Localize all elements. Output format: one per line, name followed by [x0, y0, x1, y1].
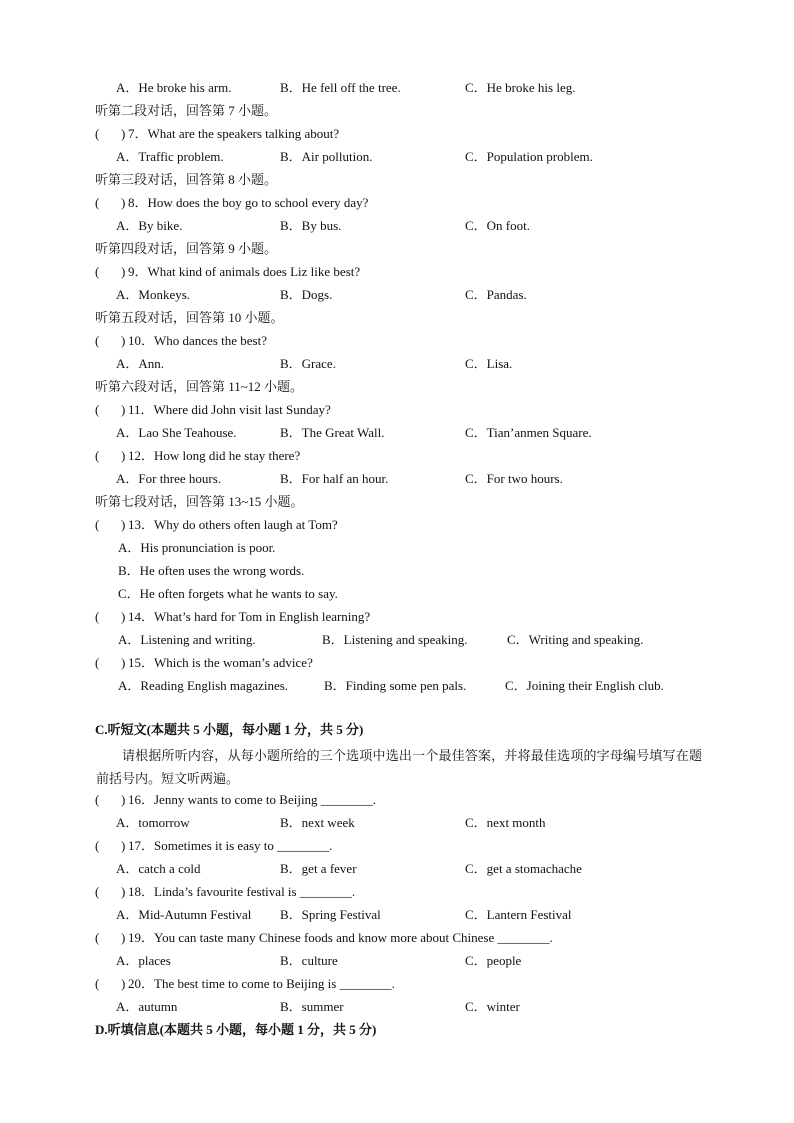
options-row — [0, 906, 794, 924]
option-c: C．On foot. — [465, 218, 531, 233]
option-b: B．Dogs. — [280, 287, 333, 302]
question-text: 11．Where did John visit last Sunday? — [128, 402, 331, 417]
bracket-close: ) — [121, 609, 126, 624]
option-c: C．next month — [465, 815, 546, 830]
bracket-open: ( — [95, 930, 100, 945]
option-c: C．Tian’anmen Square. — [465, 425, 592, 440]
option-text: B．He often uses the wrong words. — [118, 563, 305, 578]
option-a: A．places — [116, 953, 171, 968]
option-text: A．His pronunciation is poor. — [118, 540, 276, 555]
bracket-open: ( — [95, 402, 100, 417]
option-c: C．For two hours. — [465, 471, 563, 486]
bracket-close: ) — [121, 195, 126, 210]
question-text: 9．What kind of animals does Liz like best? — [128, 264, 361, 279]
question — [0, 883, 794, 901]
option-c: C．winter — [465, 999, 520, 1014]
question-text: 12．How long did he stay there? — [128, 448, 301, 463]
options-row — [0, 952, 794, 970]
option-c: C．Joining their English club. — [505, 678, 664, 693]
options-row — [0, 79, 794, 97]
bracket-close: ) — [121, 448, 126, 463]
option-c: C．people — [465, 953, 522, 968]
bracket-open: ( — [95, 976, 100, 991]
bracket-close: ) — [121, 333, 126, 348]
question-text: 20．The best time to come to Beijing is ________. — [128, 976, 395, 991]
question — [0, 608, 794, 626]
option-a: A．Monkeys. — [116, 287, 191, 302]
option-b: B．summer — [280, 999, 344, 1014]
option-b: B．Finding some pen pals. — [324, 678, 467, 693]
option-b: B．Spring Festival — [280, 907, 381, 922]
section-instruction — [0, 102, 794, 120]
option-c: C．He broke his leg. — [465, 80, 576, 95]
option-b: B．Grace. — [280, 356, 336, 371]
bracket-open: ( — [95, 609, 100, 624]
option-a: A．He broke his arm. — [116, 80, 232, 95]
bracket-open: ( — [95, 655, 100, 670]
options-row — [0, 355, 794, 373]
option-a: A．By bike. — [116, 218, 183, 233]
option-b: B．For half an hour. — [280, 471, 389, 486]
option-a: A．Listening and writing. — [118, 632, 256, 647]
bracket-close: ) — [121, 517, 126, 532]
question-text: 19．You can taste many Chinese foods and know more about Chinese ________. — [128, 930, 553, 945]
section-instruction — [0, 171, 794, 189]
section-heading — [0, 1021, 794, 1039]
option-b: B．The Great Wall. — [280, 425, 385, 440]
section-heading — [0, 721, 794, 739]
bracket-open: ( — [95, 838, 100, 853]
question — [0, 837, 794, 855]
option-line — [0, 562, 794, 580]
bracket-close: ) — [121, 264, 126, 279]
section-instruction — [0, 309, 794, 327]
bracket-close: ) — [121, 930, 126, 945]
question-text: 15．Which is the woman’s advice? — [128, 655, 313, 670]
options-row — [0, 424, 794, 442]
option-text: C．He often forgets what he wants to say. — [118, 586, 338, 601]
question — [0, 929, 794, 947]
options-row — [0, 860, 794, 878]
question — [0, 975, 794, 993]
bracket-close: ) — [121, 838, 126, 853]
option-a: A．tomorrow — [116, 815, 190, 830]
question-text: 8．How does the boy go to school every day? — [128, 195, 369, 210]
option-line — [0, 539, 794, 557]
option-b: B．He fell off the tree. — [280, 80, 401, 95]
question — [0, 332, 794, 350]
question — [0, 516, 794, 534]
bracket-open: ( — [95, 448, 100, 463]
section-heading-text: D.听填信息(本题共 5 小题，每小题 1 分，共 5 分) — [95, 1022, 377, 1037]
option-b: B．next week — [280, 815, 355, 830]
bracket-open: ( — [95, 517, 100, 532]
instruction-text: 听第三段对话，回答第 8 小题。 — [95, 172, 278, 187]
bracket-open: ( — [95, 264, 100, 279]
instruction-text: 听第六段对话，回答第 11~12 小题。 — [95, 379, 304, 394]
question — [0, 447, 794, 465]
question-text: 16．Jenny wants to come to Beijing ________. — [128, 792, 377, 807]
option-b: B．get a fever — [280, 861, 357, 876]
options-row — [0, 814, 794, 832]
option-a: A．autumn — [116, 999, 178, 1014]
section-instruction — [0, 378, 794, 396]
option-b: B．By bus. — [280, 218, 342, 233]
option-a: A．Traffic problem. — [116, 149, 224, 164]
options-row — [0, 470, 794, 488]
option-b: B．Air pollution. — [280, 149, 373, 164]
bracket-open: ( — [95, 792, 100, 807]
option-c: C．Writing and speaking. — [507, 632, 644, 647]
option-c: C．Population problem. — [465, 149, 593, 164]
bracket-open: ( — [95, 884, 100, 899]
bracket-close: ) — [121, 792, 126, 807]
question — [0, 194, 794, 212]
options-row — [0, 998, 794, 1016]
question-text: 10．Who dances the best? — [128, 333, 267, 348]
option-line — [0, 585, 794, 603]
options-row — [0, 631, 794, 649]
question — [0, 263, 794, 281]
bracket-close: ) — [121, 976, 126, 991]
option-b: B．Listening and speaking. — [322, 632, 468, 647]
options-row — [0, 148, 794, 166]
option-a: A．Mid-Autumn Festival — [116, 907, 252, 922]
question-text: 13．Why do others often laugh at Tom? — [128, 517, 338, 532]
directions-text: 请根据所听内容，从每小题所给的三个选项中选出一个最佳答案，并将最佳选项的字母编号填写在题前括号内。短文听两遍。 — [96, 748, 702, 786]
options-row — [0, 217, 794, 235]
option-b: B．culture — [280, 953, 338, 968]
section-heading-text: C.听短文(本题共 5 小题，每小题 1 分，共 5 分) — [95, 722, 364, 737]
bracket-close: ) — [121, 655, 126, 670]
option-c: C．get a stomachache — [465, 861, 582, 876]
bracket-open: ( — [95, 195, 100, 210]
question — [0, 654, 794, 672]
option-a: A．Reading English magazines. — [118, 678, 289, 693]
question — [0, 125, 794, 143]
option-a: A．catch a cold — [116, 861, 201, 876]
instruction-text: 听第二段对话，回答第 7 小题。 — [95, 103, 278, 118]
instruction-text: 听第四段对话，回答第 9 小题。 — [95, 241, 278, 256]
bracket-close: ) — [121, 402, 126, 417]
question-text: 17．Sometimes it is easy to ________. — [128, 838, 333, 853]
question-text: 14．What’s hard for Tom in English learning? — [128, 609, 371, 624]
option-c: C．Lisa. — [465, 356, 513, 371]
bracket-open: ( — [95, 126, 100, 141]
bracket-open: ( — [95, 333, 100, 348]
option-c: C．Lantern Festival — [465, 907, 572, 922]
question-text: 18．Linda’s favourite festival is ________. — [128, 884, 356, 899]
instruction-text: 听第五段对话，回答第 10 小题。 — [95, 310, 284, 325]
section-instruction — [0, 240, 794, 258]
bracket-close: ) — [121, 126, 126, 141]
instruction-text: 听第七段对话，回答第 13~15 小题。 — [95, 494, 304, 509]
option-a: A．For three hours. — [116, 471, 222, 486]
directions-paragraph — [0, 744, 794, 790]
option-c: C．Pandas. — [465, 287, 527, 302]
bracket-close: ) — [121, 884, 126, 899]
option-a: A．Lao She Teahouse. — [116, 425, 237, 440]
option-a: A．Ann. — [116, 356, 165, 371]
section-instruction — [0, 493, 794, 511]
question-text: 7．What are the speakers talking about? — [128, 126, 340, 141]
question — [0, 791, 794, 809]
question — [0, 401, 794, 419]
options-row — [0, 286, 794, 304]
options-row — [0, 677, 794, 695]
